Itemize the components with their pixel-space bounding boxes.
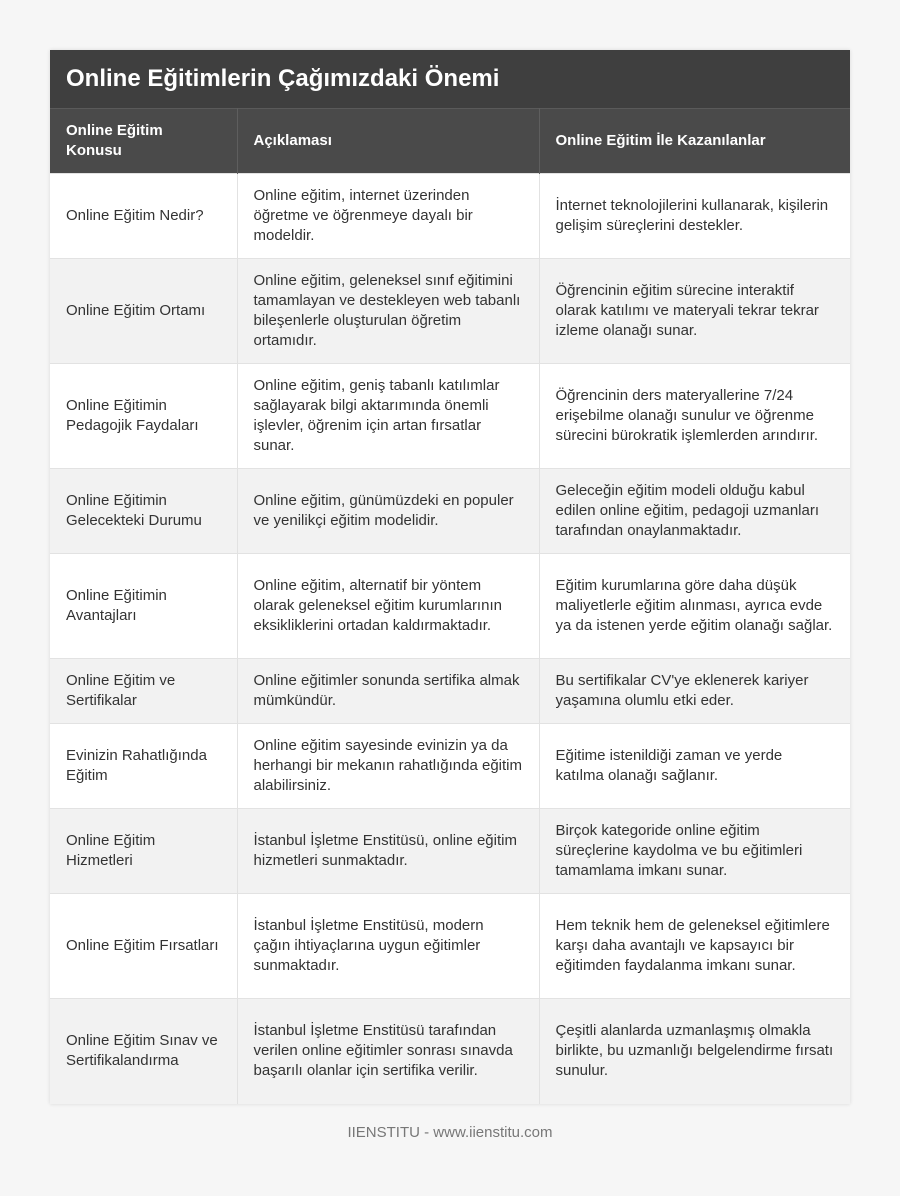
table-row [50, 894, 850, 999]
gains-cell: Öğrencinin eğitim sürecine interaktif olarak katılımı ve materyali tekrar tekrar izleme olanağı sunar. [539, 259, 850, 364]
topic-cell: Online Eğitim Hizmetleri [50, 809, 237, 894]
topic-cell: Online Eğitim Fırsatları [50, 894, 237, 999]
footer-credit: IIENSTITU - www.iienstitu.com [347, 1124, 553, 1141]
gains-cell: Birçok kategoride online eğitim süreçlerine kaydolma ve bu eğitimleri tamamlama imkanı sunar. [539, 809, 850, 894]
topic-cell: Online Eğitim Nedir? [50, 174, 237, 259]
info-table-card [50, 50, 850, 1104]
table-row [50, 809, 850, 894]
table-title: Online Eğitimlerin Çağımızdaki Önemi [50, 50, 850, 108]
topic-cell: Online Eğitimin Pedagojik Faydaları [50, 364, 237, 469]
table-row [50, 999, 850, 1104]
table-row [50, 469, 850, 554]
topic-cell: Online Eğitim Sınav ve Sertifikalandırma [50, 999, 237, 1104]
table-row [50, 174, 850, 259]
description-cell: İstanbul İşletme Enstitüsü, modern çağın ihtiyaçlarına uygun eğitimler sunmaktadır. [237, 894, 539, 999]
topic-cell: Online Eğitim Ortamı [50, 259, 237, 364]
topic-cell: Online Eğitim ve Sertifikalar [50, 659, 237, 724]
gains-cell: Çeşitli alanlarda uzmanlaşmış olmakla birlikte, bu uzmanlığı belgelendirme fırsatı sunulur. [539, 999, 850, 1104]
gains-cell: Hem teknik hem de geleneksel eğitimlere karşı daha avantajlı ve kapsayıcı bir eğitimden faydalanma imkanı sunar. [539, 894, 850, 999]
gains-cell: Bu sertifikalar CV'ye eklenerek kariyer yaşamına olumlu etki eder. [539, 659, 850, 724]
table-row [50, 724, 850, 809]
description-cell: Online eğitim, alternatif bir yöntem olarak geleneksel eğitim kurumlarının eksikliklerini ortadan kaldırmaktadır. [237, 554, 539, 659]
table-row [50, 364, 850, 469]
topic-cell: Evinizin Rahatlığında Eğitim [50, 724, 237, 809]
description-cell: Online eğitim, internet üzerinden öğretme ve öğrenmeye dayalı bir modeldir. [237, 174, 539, 259]
description-cell: İstanbul İşletme Enstitüsü, online eğitim hizmetleri sunmaktadır. [237, 809, 539, 894]
header-row [50, 109, 850, 174]
table-row [50, 554, 850, 659]
topic-cell: Online Eğitimin Gelecekteki Durumu [50, 469, 237, 554]
gains-cell: Eğitim kurumlarına göre daha düşük maliyetlerle eğitim alınması, ayrıca evde ya da istenen yerde eğitim olanağı sağlar. [539, 554, 850, 659]
topic-cell: Online Eğitimin Avantajları [50, 554, 237, 659]
description-cell: İstanbul İşletme Enstitüsü tarafından verilen online eğitimler sonrası sınavda başarılı olanlar için sertifika verilir. [237, 999, 539, 1104]
description-cell: Online eğitimler sonunda sertifika almak mümkündür. [237, 659, 539, 724]
description-cell: Online eğitim, geleneksel sınıf eğitimini tamamlayan ve destekleyen web tabanlı bileşenlerle oluşturulan öğretim ortamıdır. [237, 259, 539, 364]
gains-cell: Geleceğin eğitim modeli olduğu kabul edilen online eğitim, pedagoji uzmanları tarafından onaylanmaktadır. [539, 469, 850, 554]
column-header-topic: Online Eğitim Konusu [50, 109, 237, 174]
gains-cell: İnternet teknolojilerini kullanarak, kişilerin gelişim süreçlerini destekler. [539, 174, 850, 259]
table-row [50, 259, 850, 364]
column-header-description: Açıklaması [237, 109, 539, 174]
description-cell: Online eğitim sayesinde evinizin ya da herhangi bir mekanın rahatlığında eğitim alabilirsiniz. [237, 724, 539, 809]
table-row [50, 659, 850, 724]
info-table [50, 108, 850, 1104]
description-cell: Online eğitim, günümüzdeki en populer ve yenilikçi eğitim modelidir. [237, 469, 539, 554]
gains-cell: Öğrencinin ders materyallerine 7/24 erişebilme olanağı sunulur ve öğrenme sürecini bürokratik işlemlerden arındırır. [539, 364, 850, 469]
column-header-gains: Online Eğitim İle Kazanılanlar [539, 109, 850, 174]
gains-cell: Eğitime istenildiği zaman ve yerde katılma olanağı sağlanır. [539, 724, 850, 809]
description-cell: Online eğitim, geniş tabanlı katılımlar sağlayarak bilgi aktarımında önemli işlevler, öğrenim için artan fırsatlar sunar. [237, 364, 539, 469]
